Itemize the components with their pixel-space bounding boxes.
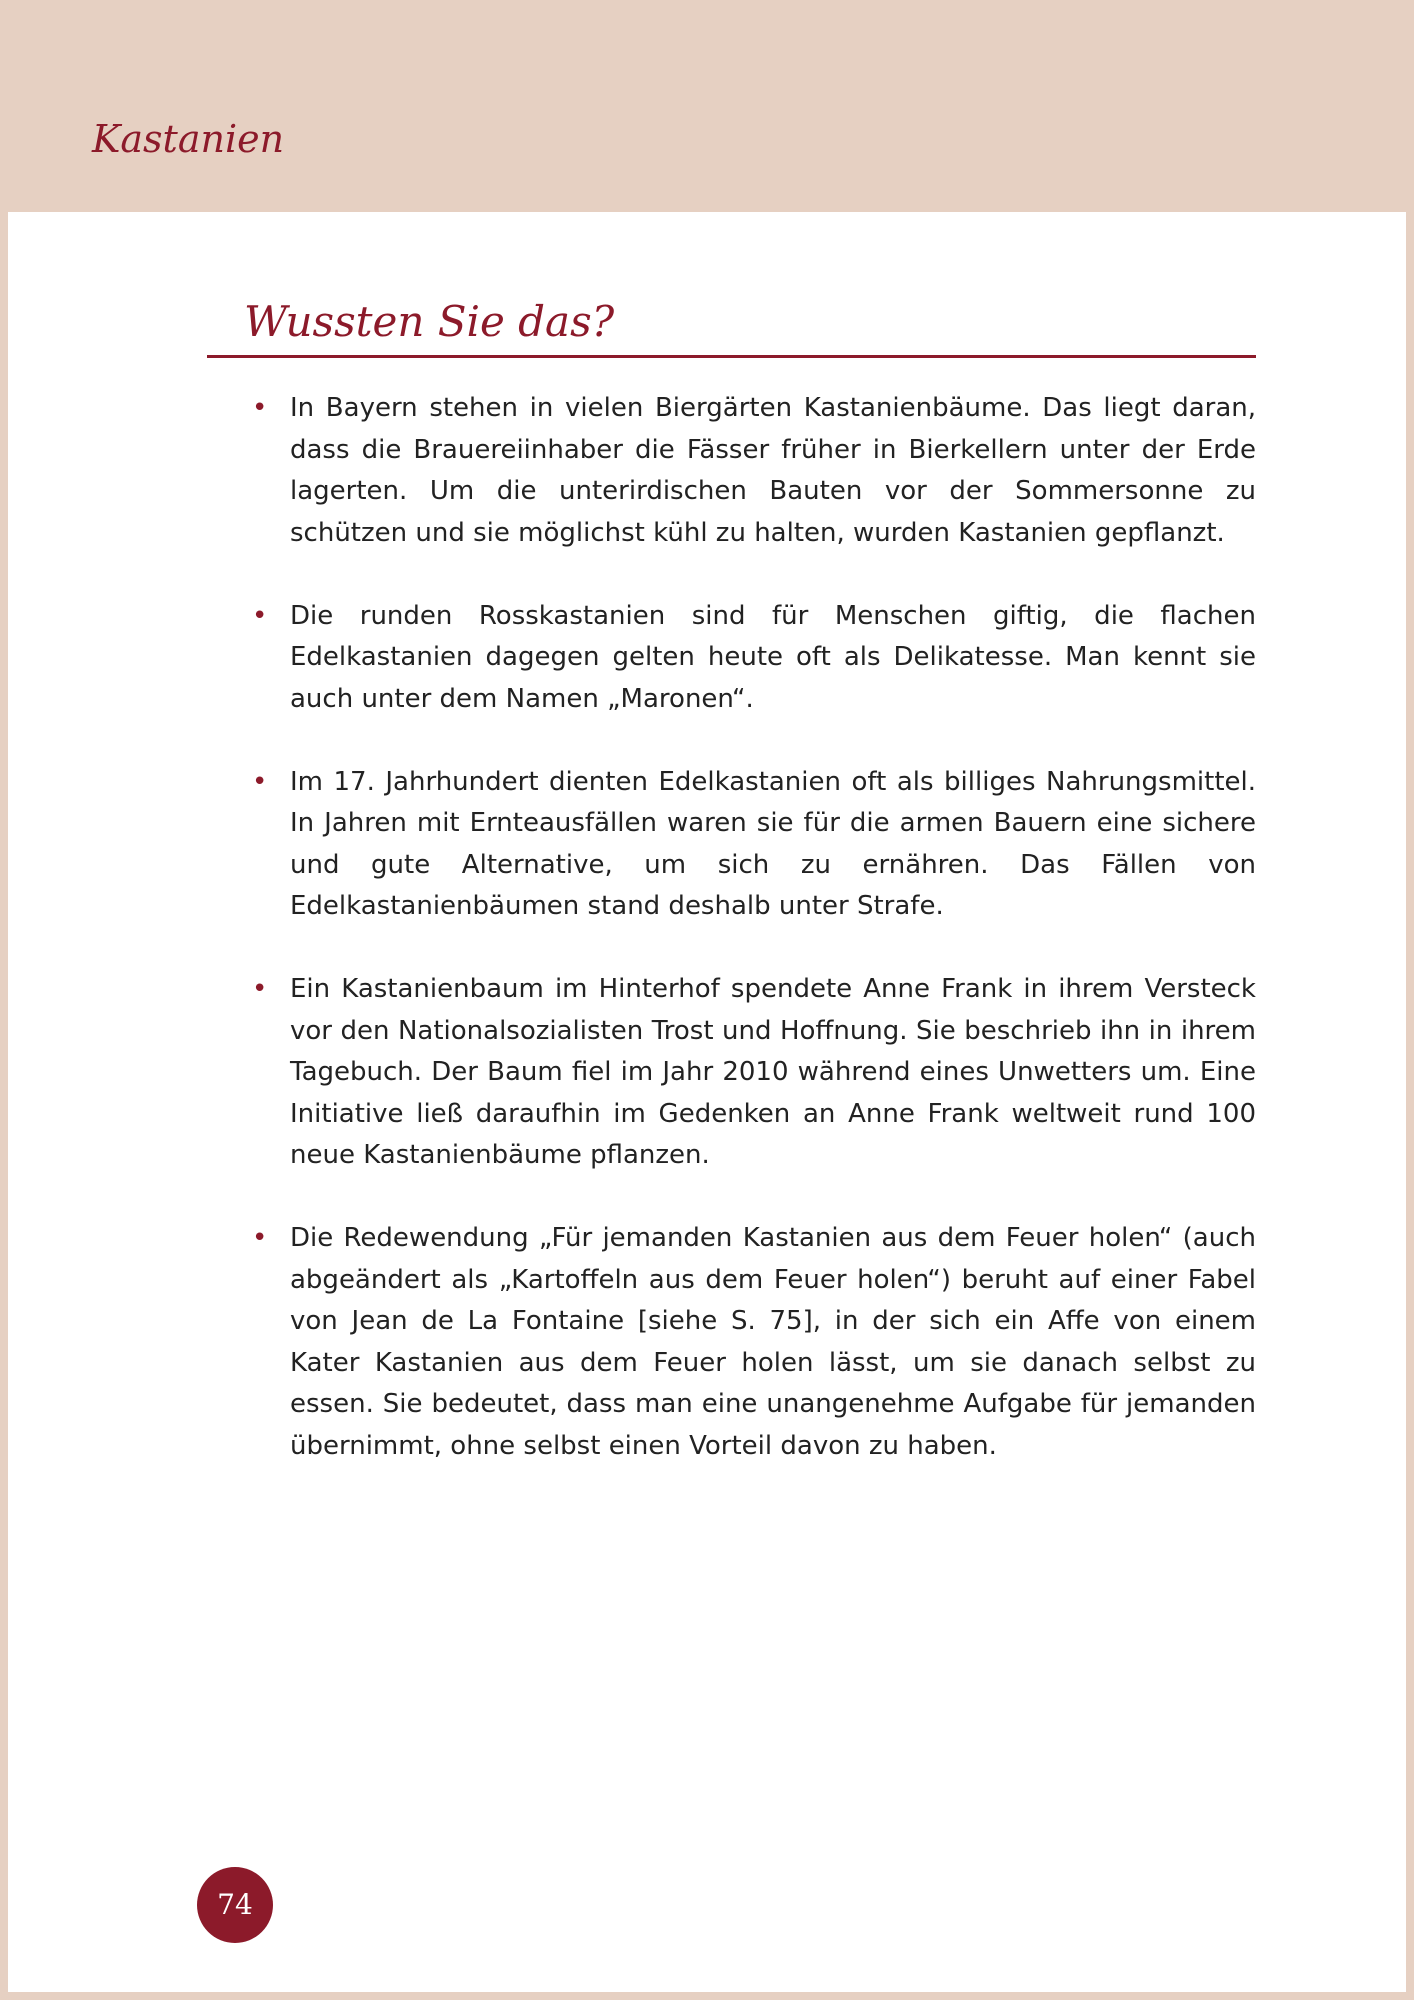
fact-text: Ein Kastanienbaum im Hinterhof spendete Anne Frank in ihrem Versteck vor den Nationalsozialisten Trost und Hoffnung. Sie beschrieb ihn in ihrem Tagebuch. Der Baum fiel im Jahr 2010 während eines Unwetters um. Eine Initiative ließ daraufhin im Gedenken an Anne Frank weltweit rund 100 neue Kastanienbäume pflanzen.: [290, 974, 1256, 1170]
fact-item-2: [252, 596, 1256, 721]
bullet-icon: •: [252, 600, 268, 631]
page-number-badge: 74: [197, 1867, 273, 1943]
fact-item-1: [252, 388, 1256, 554]
fact-text: Im 17. Jahrhundert dienten Edelkastanien oft als billiges Nahrungsmittel. In Jahren mit Ernteausfällen waren sie für die armen Bauern eine sichere und gute Alternative, um sich zu ernähren. Das Fällen von Edelkastanienbäumen stand deshalb unter Strafe.: [290, 766, 1256, 921]
bullet-icon: •: [252, 393, 268, 423]
bullet-icon: •: [252, 1223, 268, 1253]
fact-item-3: [252, 762, 1256, 928]
header-band: [0, 0, 1414, 212]
fact-text: In Bayern stehen in vielen Biergärten Kastanienbäume. Das liegt daran, dass die Brauereiinhaber die Fässer früher in Bierkellern unter der Erde lagerten. Um die unterirdischen Bauten vor der Sommersonne zu schützen und sie möglichst kühl zu halten, wurden Kastanien gepflanzt.: [290, 393, 1256, 548]
fact-list: [252, 388, 1256, 1509]
fact-item-5: [252, 1218, 1256, 1467]
fact-item-4: [252, 969, 1256, 1177]
fact-text: Die Redewendung „Für jemanden Kastanien aus dem Feuer holen“ (auch abgeändert als „Kartoffeln aus dem Feuer holen“) beruht auf einer Fabel von Jean de La Fontaine [siehe S. 75], in der sich ein Affe von einem Kater Kastanien aus dem Feuer holen lässt, um sie danach selbst zu essen. Sie bedeutet, dass man eine unangenehme Aufgabe für jemanden übernimmt, ohne selbst einen Vorteil davon zu haben.: [290, 1223, 1256, 1461]
chapter-title: Kastanien: [92, 117, 285, 161]
bullet-icon: •: [252, 974, 268, 1004]
section-title-rule: [207, 355, 1256, 358]
fact-text: Die runden Rosskastanien sind für Menschen giftig, die flachen Edelkastanien dagegen gelten heute oft als Delikatesse. Man kennt sie auch unter dem Namen „Maronen“.: [290, 600, 1256, 714]
section-title: Wussten Sie das?: [244, 297, 615, 346]
bullet-icon: •: [252, 766, 268, 797]
